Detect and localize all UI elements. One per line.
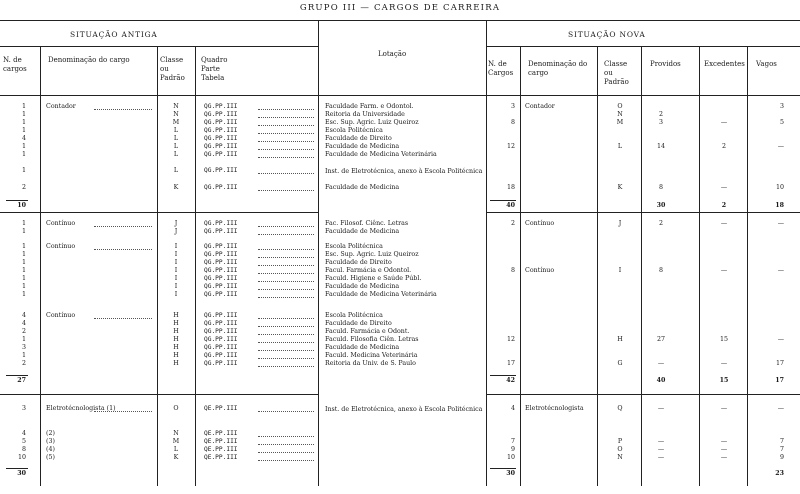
leader-dots (258, 133, 314, 134)
cell-cl: I (174, 291, 178, 298)
cell-n: 1 (21, 119, 26, 126)
cell-cl: M (172, 438, 180, 445)
cell-prov: 2 (658, 111, 663, 118)
cell-den: (3) (46, 438, 55, 445)
cell-q: QG.PP.III (204, 267, 238, 274)
cell-cl: L (173, 127, 179, 134)
col-rule (195, 46, 196, 486)
cell-cl: J (174, 220, 178, 227)
cell-lot: Reitoria da Univ. de S. Paulo (325, 360, 416, 367)
cell-prov: — (657, 405, 665, 412)
leader-dots (258, 289, 314, 290)
leader-dots (258, 452, 314, 453)
cell-q: QG.PP.III (204, 328, 238, 335)
cell-cl: H (173, 336, 179, 343)
cell-q: QG.PP.III (204, 360, 238, 367)
header-classe-padrao-right: Classe ou Padrão (604, 60, 629, 86)
cell-prov: — (657, 360, 665, 367)
cell-lot: Faculdade Farm. e Odontol. (325, 103, 414, 110)
leader-dots (258, 326, 314, 327)
cell-lot: Escola Politécnica (325, 127, 383, 134)
cell-vag: 7 (779, 438, 784, 445)
cell-q: QG.PP.III (204, 251, 238, 258)
cell-exc: 2 (721, 202, 727, 209)
header-right-split (486, 46, 800, 47)
cell-cl: N (173, 430, 179, 437)
header-lotacao: Lotação (378, 50, 407, 58)
cell-ncl: I (618, 267, 622, 274)
col-rule (641, 46, 642, 486)
cell-prov: 30 (656, 202, 666, 209)
cell-den: Contínuo (46, 312, 76, 319)
cell-vag: — (777, 220, 784, 227)
cell-lot: Faculd. Farmácia e Odont. (325, 328, 410, 335)
cell-cl: M (172, 119, 180, 126)
cell-n: 1 (21, 251, 26, 258)
subtotal-rule (490, 200, 516, 201)
cell-exc: — (720, 405, 728, 412)
header-vagos: Vagos (756, 60, 777, 68)
cell-lot: Inst. de Eletrotécnica, anexo à Escola Politécnica (325, 168, 483, 175)
cell-q: QG.PP.III (204, 228, 238, 235)
cell-q: QE.PP.III (204, 430, 238, 437)
cell-cl: L (173, 167, 179, 174)
section-rule (0, 394, 318, 395)
cell-n: 4 (21, 135, 26, 142)
cell-vag: — (777, 267, 784, 274)
cell-nn: 17 (506, 360, 515, 367)
cell-prov: 8 (658, 267, 663, 274)
leader-dots (258, 117, 314, 118)
cell-cl: L (173, 151, 179, 158)
cell-lot: Faculdade de Medicina (325, 344, 400, 351)
cell-n: 1 (21, 127, 26, 134)
cell-cl: H (173, 328, 179, 335)
cell-q: QG.PP.III (204, 184, 238, 191)
cell-nden: Contínuo (525, 267, 555, 274)
cell-cl: J (174, 228, 178, 235)
cell-q: QG.PP.III (204, 320, 238, 327)
cell-cl: I (174, 283, 178, 290)
cell-ncl: N (617, 454, 623, 461)
cell-exc: 15 (719, 377, 729, 384)
cell-ncl: H (617, 336, 623, 343)
cell-nn: 7 (510, 438, 515, 445)
cell-n: 1 (21, 220, 26, 227)
cell-n: 1 (21, 275, 26, 282)
header-denominacao-left: Denominação do cargo (48, 56, 130, 64)
section-rule (486, 212, 800, 213)
cell-q: QE.PP.III (204, 454, 238, 461)
cell-lot: Faculdade de Direito (325, 259, 392, 266)
cell-nn: 18 (506, 184, 515, 191)
cell-q: QG.PP.III (204, 352, 238, 359)
cell-n: 1 (21, 167, 26, 174)
leader-dots (258, 436, 314, 437)
cell-lot: Faculd. Higiene e Saúde Públ. (325, 275, 422, 282)
cell-n: 3 (21, 405, 26, 412)
cell-exc: — (720, 446, 728, 453)
cell-prov: — (657, 438, 665, 445)
cell-q: QG.PP.III (204, 167, 238, 174)
cell-lot: Faculdade de Medicina Veterinária (325, 151, 437, 158)
cell-q: QG.PP.III (204, 151, 238, 158)
subtotal-rule (490, 468, 516, 469)
cell-n: 8 (21, 446, 26, 453)
cell-q: QG.PP.III (204, 143, 238, 150)
leader-dots (258, 444, 314, 445)
header-classe-padrao-left: Classe ou Padrão (160, 56, 185, 82)
cell-vag: 9 (779, 454, 784, 461)
cell-vag: 10 (775, 184, 784, 191)
leader-dots (258, 358, 314, 359)
leader-dots (258, 411, 314, 412)
cell-prov: 27 (656, 336, 665, 343)
page-title: GRUPO III — CARGOS DE CARREIRA (299, 3, 501, 13)
leader-dots (258, 273, 314, 274)
cell-exc: — (720, 184, 728, 191)
cell-n: 2 (21, 360, 26, 367)
col-rule (40, 46, 41, 486)
cell-n: 5 (21, 438, 26, 445)
subtotal-rule (6, 200, 28, 201)
leader-dots (258, 249, 314, 250)
cell-lot: Inst. de Eletrotécnica, anexo à Escola Politécnica (325, 406, 483, 413)
cell-lot: Faculd. Filosofia Ciên. Letras (325, 336, 419, 343)
cell-exc: 15 (719, 336, 728, 343)
cell-n: 1 (21, 267, 26, 274)
cell-exc: 2 (721, 143, 726, 150)
cell-nn: 2 (510, 220, 515, 227)
cell-nn: 8 (510, 119, 515, 126)
section-rule (486, 394, 800, 395)
cell-n: 2 (21, 328, 26, 335)
cell-den: (2) (46, 430, 55, 437)
cell-ncl: Q (617, 405, 623, 412)
cell-prov: — (657, 454, 665, 461)
col-rule (699, 46, 700, 486)
cell-lot: Faculdade de Medicina (325, 283, 400, 290)
cell-n: 4 (21, 320, 26, 327)
header-top-rule (0, 20, 800, 21)
cell-cl: K (173, 184, 179, 191)
cell-q: QG.PP.III (204, 275, 238, 282)
col-rule (747, 46, 748, 486)
col-rule (597, 46, 598, 486)
subtotal-rule (490, 375, 516, 376)
leader-dots (258, 342, 314, 343)
cell-lot: Escola Politécnica (325, 243, 383, 250)
cell-lot: Esc. Sup. Agric. Luiz Queiroz (325, 251, 419, 258)
cell-vag: 18 (775, 202, 784, 209)
cell-vag: — (777, 143, 784, 150)
cell-q: QG.PP.III (204, 243, 238, 250)
header-situacao-antiga: SITUAÇÃO ANTIGA (70, 30, 158, 39)
cell-lot: Faculdade de Direito (325, 135, 392, 142)
cell-cl: H (173, 320, 179, 327)
cell-nn: 3 (510, 103, 515, 110)
leader-dots (258, 125, 314, 126)
leader-dots (258, 109, 314, 110)
cell-exc: — (720, 438, 728, 445)
cell-cl: I (174, 251, 178, 258)
cell-lot: Escola Politécnica (325, 312, 383, 319)
cell-q: QG.PP.III (204, 119, 238, 126)
cell-n: 1 (21, 259, 26, 266)
cell-prov: 2 (658, 220, 663, 227)
cell-q: QE.PP.III (204, 405, 238, 412)
cell-cl: N (173, 111, 179, 118)
cell-cl: L (173, 446, 179, 453)
cell-prov: — (657, 446, 665, 453)
cell-q: QG.PP.III (204, 312, 238, 319)
leader-dots (258, 366, 314, 367)
cell-n: 10 (17, 202, 26, 209)
cell-exc: — (720, 454, 728, 461)
cell-q: QG.PP.III (204, 283, 238, 290)
cell-n: 1 (21, 151, 26, 158)
cell-nn: 30 (506, 470, 515, 477)
cell-cl: N (173, 103, 179, 110)
cell-lot: Faculdade de Medicina (325, 228, 400, 235)
cell-lot: Reitoria da Universidade (325, 111, 405, 118)
header-excedentes: Excedentes (704, 60, 745, 68)
cell-cl: I (174, 259, 178, 266)
cell-prov: 3 (658, 119, 663, 126)
cell-vag: 23 (775, 470, 784, 477)
cell-cl: H (173, 312, 179, 319)
cell-lot: Esc. Sup. Agric. Luiz Queiroz (325, 119, 419, 126)
cell-n: 1 (21, 243, 26, 250)
cell-vag: 17 (775, 377, 784, 384)
header-left-split (0, 46, 318, 47)
cell-q: QG.PP.III (204, 336, 238, 343)
cell-n: 4 (21, 312, 26, 319)
col-rule (157, 46, 158, 486)
cell-vag: — (777, 405, 784, 412)
cell-exc: — (720, 267, 728, 274)
cell-q: QG.PP.III (204, 111, 238, 118)
cell-n: 27 (17, 377, 26, 384)
cell-nn: 4 (510, 405, 515, 412)
cell-q: QG.PP.III (204, 344, 238, 351)
cell-q: QE.PP.III (204, 446, 238, 453)
cell-lot: Faculdade de Direito (325, 320, 392, 327)
cell-cl: H (173, 344, 179, 351)
header-providos: Providos (650, 60, 681, 68)
cell-nn: 9 (510, 446, 515, 453)
cell-ncl: L (617, 143, 623, 150)
subtotal-rule (6, 375, 28, 376)
leader-dots (258, 265, 314, 266)
leader-dots (258, 318, 314, 319)
cell-n: 1 (21, 336, 26, 343)
cell-ncl: K (617, 184, 623, 191)
cell-nden: Contador (525, 103, 555, 110)
cell-n: 1 (21, 228, 26, 235)
cell-prov: 14 (656, 143, 665, 150)
cell-cl: H (173, 360, 179, 367)
cell-lot: Faculdade de Medicina Veterinária (325, 291, 437, 298)
header-n-cargos-left: N. de cargos (3, 56, 27, 73)
cell-nn: 12 (506, 143, 515, 150)
cell-cl: I (174, 267, 178, 274)
header-situacao-nova: SITUAÇÃO NOVA (568, 30, 646, 39)
leader-dots (258, 190, 314, 191)
cell-ncl: O (617, 446, 623, 453)
header-denominacao-right: Denominação do cargo (528, 60, 588, 77)
cell-cl: I (174, 275, 178, 282)
col-rule (318, 20, 319, 486)
cell-lot: Facul. Farmácia e Odontol. (325, 267, 412, 274)
cell-den: Contador (46, 103, 76, 110)
header-bottom-rule (0, 95, 800, 96)
cell-cl: O (173, 405, 179, 412)
cell-nn: 8 (510, 267, 515, 274)
cell-exc: — (720, 220, 728, 227)
cell-vag: — (777, 336, 784, 343)
cell-n: 2 (21, 184, 26, 191)
cell-exc: — (720, 360, 728, 367)
cell-vag: 5 (779, 119, 784, 126)
leader-dots (258, 173, 314, 174)
col-rule (486, 20, 487, 486)
leader-dots (258, 350, 314, 351)
cell-vag: 3 (779, 103, 784, 110)
cell-den: Eletrotécnologista (1) (46, 405, 116, 412)
cell-n: 1 (21, 111, 26, 118)
cell-n: 1 (21, 291, 26, 298)
cell-exc: — (720, 119, 728, 126)
cell-n: 1 (21, 143, 26, 150)
cell-ncl: P (617, 438, 623, 445)
cell-n: 1 (21, 103, 26, 110)
cell-vag: 7 (779, 446, 784, 453)
cell-cl: I (174, 243, 178, 250)
cell-n: 1 (21, 352, 26, 359)
cell-n: 10 (17, 454, 26, 461)
cell-cl: L (173, 135, 179, 142)
section-rule (0, 212, 318, 213)
leader-dots (258, 234, 314, 235)
cell-lot: Faculd. Medicina Veterinária (325, 352, 418, 359)
cell-q: QG.PP.III (204, 220, 238, 227)
cell-n: 30 (17, 470, 26, 477)
header-n-cargos-right: N. de Cargos (488, 60, 514, 77)
cell-den: Contínuo (46, 220, 76, 227)
cell-vag: 17 (775, 360, 784, 367)
header-quadro: Quadro Parte Tabela (201, 56, 228, 82)
cell-nn: 10 (506, 454, 515, 461)
cell-nn: 12 (506, 336, 515, 343)
cell-q: QG.PP.III (204, 103, 238, 110)
cell-q: QG.PP.III (204, 127, 238, 134)
leader-dots (258, 226, 314, 227)
cell-lot: Faculdade de Medicina (325, 184, 400, 191)
cell-nn: 40 (506, 202, 515, 209)
leader-dots (258, 157, 314, 158)
cell-prov: 8 (658, 184, 663, 191)
cell-q: QG.PP.III (204, 135, 238, 142)
leader-dots (258, 281, 314, 282)
cell-nn: 42 (506, 377, 515, 384)
cell-cl: L (173, 143, 179, 150)
cell-lot: Faculdade de Medicina (325, 143, 400, 150)
cell-cl: K (173, 454, 179, 461)
cell-den: Contínuo (46, 243, 76, 250)
cell-ncl: O (617, 103, 623, 110)
subtotal-rule (6, 468, 28, 469)
cell-den: (4) (46, 446, 55, 453)
cell-prov: 40 (656, 377, 666, 384)
cell-q: QG.PP.III (204, 291, 238, 298)
cell-ncl: N (617, 111, 623, 118)
cell-q: QG.PP.III (204, 259, 238, 266)
cell-lot: Fac. Filosof. Ciênc. Letras (325, 220, 409, 227)
cell-n: 3 (21, 344, 26, 351)
col-rule (520, 46, 521, 486)
leader-dots (258, 297, 314, 298)
leader-dots (258, 460, 314, 461)
cell-n: 4 (21, 430, 26, 437)
leader-dots (258, 141, 314, 142)
cell-ncl: G (617, 360, 623, 367)
cell-n: 1 (21, 283, 26, 290)
cell-cl: H (173, 352, 179, 359)
cell-ncl: J (618, 220, 622, 227)
cell-ncl: M (616, 119, 624, 126)
cell-nden: Eletrotécnologista (525, 405, 584, 412)
leader-dots (258, 334, 314, 335)
cell-q: QE.PP.III (204, 438, 238, 445)
cell-nden: Contínuo (525, 220, 555, 227)
leader-dots (258, 257, 314, 258)
cell-den: (5) (46, 454, 55, 461)
leader-dots (258, 149, 314, 150)
